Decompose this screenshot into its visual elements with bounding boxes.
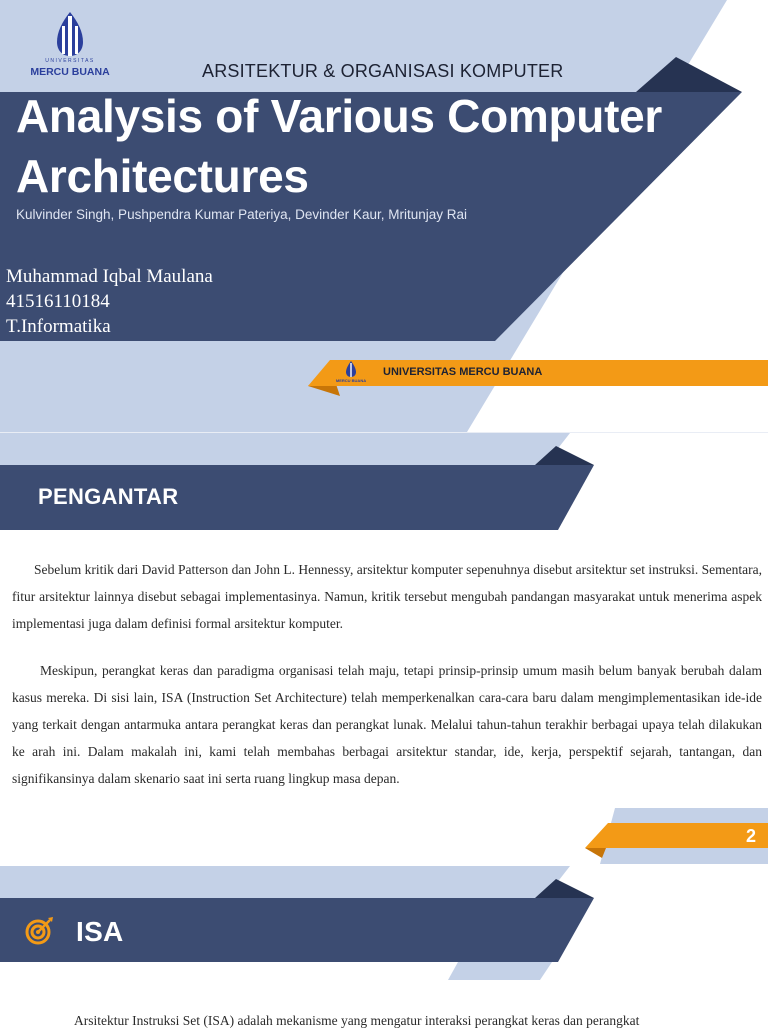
mercu-buana-logo-icon [24,10,116,58]
page-tab-orange [585,823,768,848]
banner-mini-logo [333,360,369,386]
banner-logo-text: MERCU BUANA [335,378,367,383]
banner-logo-icon [333,360,369,378]
intro-paragraph-2: Meskipun, perangkat keras dan paradigma organisasi telah maju, tetapi prinsip-prinsip umum masih belum banyak berubah dalam kasus mereka. Di sisi lain, ISA (Instruction Set Architecture) telah memperkenalkan cara-cara baru dalam mengimplementasikan ide-ide yang terkait dengan antarmuka antara perangkat keras dan perangkat lunak. Melalui tahun-tahun terakhir berbagai upaya telah dilakukan ke arah ini. Dalam makalah ini, kami telah membahas berbagai arsitektur standar, ide, kerja, perspektif sejarah, tantangan, dan signifikansinya dalam skenario saat ini serta ruang lingkup masa depan. [12,663,762,786]
paper-authors: Kulvinder Singh, Pushpendra Kumar Pateriya, Devinder Kaur, Mritunjay Rai [16,207,467,222]
student-department: T.Informatika [6,316,111,337]
student-id: 41516110184 [6,291,110,312]
slide2-header-light [0,433,570,465]
section-title-pengantar: PENGANTAR [38,484,179,509]
logo-name-text: MERCU BUANA [30,66,110,78]
mercu-buana-logo [24,10,116,80]
slide3-header-light [0,866,570,898]
presentation-title: Analysis of Various Computer Architectures [16,90,662,202]
intro-paragraph-1: Sebelum kritik dari David Patterson dan John L. Hennessy, arsitektur komputer sepenuhnya disebut arsitektur set instruksi. Sementara, fitur arsitektur lainnya disebut sebagai implementasinya. Namun, kritik tersebut mengubah pandangan masyarakat untuk menerima aspek implementasi juga dalam definisi formal arsitektur komputer. [12,562,762,631]
university-banner-text: UNIVERSITAS MERCU BUANA [383,366,543,378]
slide3-header-light-tail [448,962,552,980]
page-number: 2 [746,826,757,846]
section-title-isa: ISA [76,916,124,947]
target-icon [24,916,54,946]
course-title: ARSITEKTUR & ORGANISASI KOMPUTER [202,61,564,81]
slide-divider [0,432,768,433]
student-name: Muhammad Iqbal Maulana [6,266,213,287]
logo-universitas-text: UNIVERSITAS [45,58,95,64]
isa-paragraph: Arsitektur Instruksi Set (ISA) adalah mekanisme yang mengatur interaksi perangkat keras dan perangkat [74,1013,640,1028]
